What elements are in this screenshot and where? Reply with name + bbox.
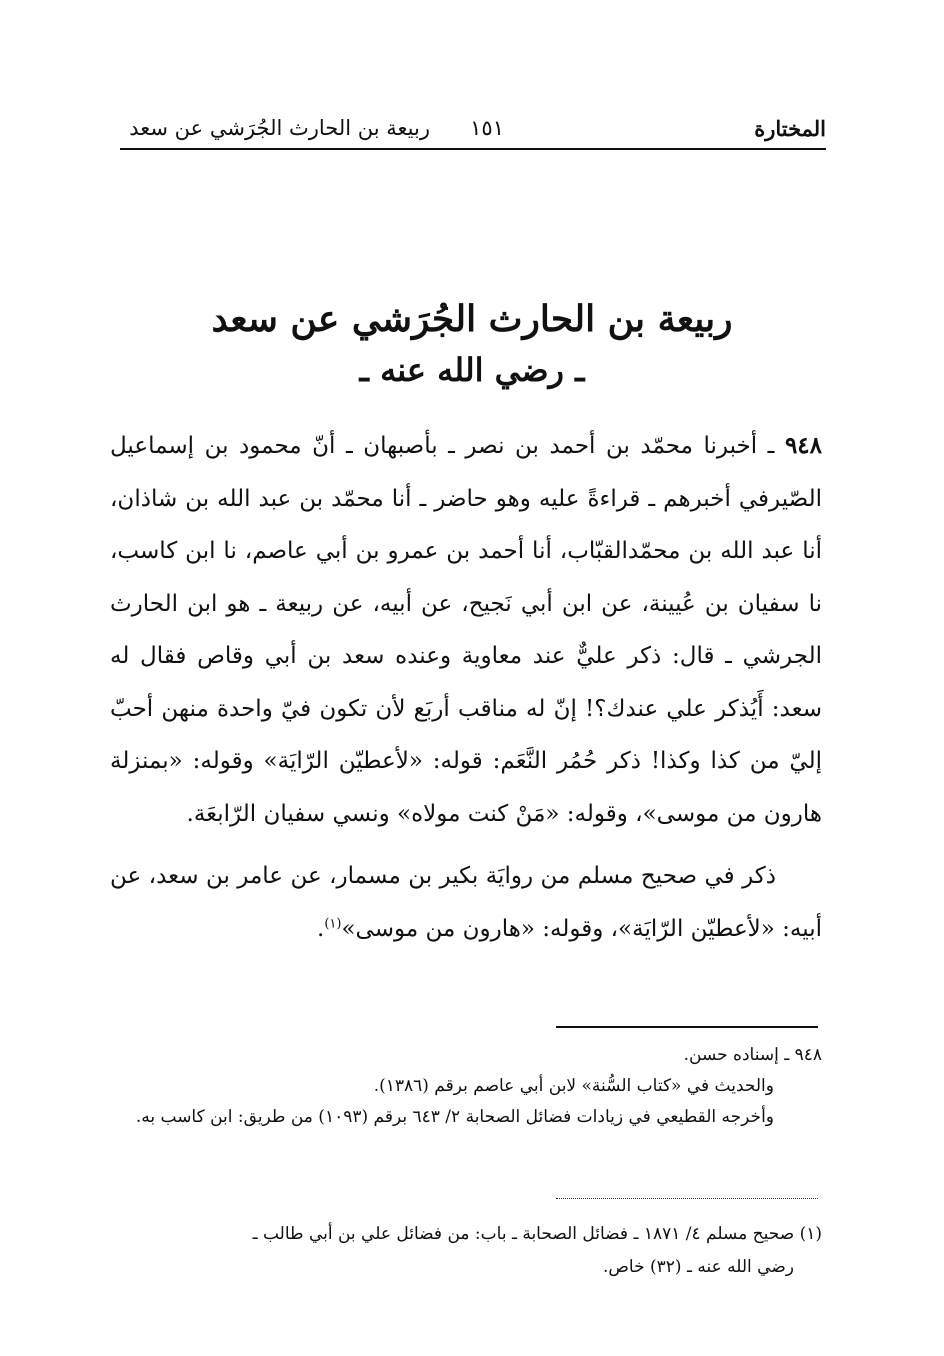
note-line: والحديث في «كتاب السُّنة» لابن أبي عاصم برقم (١٣٨٦).: [373, 1076, 774, 1096]
footnote-separator: [556, 1026, 818, 1028]
commentary-text: ذكر في صحيح مسلم من روايَة بكير بن مسمار، عن عامر بن سعد، عن أبيه: «لأعطيّن الرّايَة»، وقوله: «هارون من موسى»: [110, 863, 822, 942]
section-heading-line2: ـ رضي الله عنه ـ: [359, 351, 585, 389]
header-rule: [120, 148, 826, 150]
footnote-text: (١) صحيح مسلم ٤/ ١٨٧١ ـ فضائل الصحابة ـ باب: من فضائل علي بن أبي طالب ـ: [252, 1224, 822, 1244]
hadith-paragraph: [110, 420, 822, 840]
section-heading: [110, 292, 834, 394]
book-title: المختارة: [754, 116, 826, 141]
footnote-dotted-separator: [556, 1198, 818, 1199]
hadith-text: ـ أخبرنا محمّد بن أحمد بن نصر ـ بأصبهان ـ أنّ محمود بن إسماعيل الصّيرفي أخبرهم ـ قراءةً عليه وهو حاضر ـ أنا محمّد بن عبد الله بن شاذان، أنا عبد الله بن محمّدالقبّاب، أنا أحمد بن عمرو بن أبي عاصم، نا ابن كاسب، نا سفيان بن عُيينة، عن ابن أبي نَجيح، عن أبيه، عن ربيعة ـ هو ابن الحارث الجرشي ـ قال: ذكر عليٌّ عند معاوية وعنده سعد بن أبي وقاص فقال له سعد: أَيُذكر علي عندك؟! إنّ له مناقب أربَع لأن تكون فيّ واحدة منهن أحبّ إليّ من كذا وكذا! ذكر حُمُر النَّعَم: قوله: «لأعطيّن الرّايَة» وقوله: «بمنزلة هارون من موسى»، وقوله: «مَنْ كنت مولاه» ونسي سفيان الرّابعَة.: [110, 433, 823, 827]
hadith-number: ٩٤٨: [784, 432, 823, 459]
takhrij-notes: [104, 1040, 822, 1133]
note-line: ٩٤٨ ـ إسناده حسن.: [683, 1045, 822, 1065]
section-heading-line1: ربيعة بن الحارث الجُرَشي عن سعد: [211, 298, 733, 340]
note-line: وأخرجه القطيعي في زيادات فضائل الصحابة ٢/ ٦٤٣ برقم (١٠٩٣) من طريق: ابن كاسب به.: [135, 1107, 774, 1127]
footnote-reference[interactable]: (١): [324, 915, 342, 931]
page-number: ١٥١: [470, 116, 504, 140]
footnote: [110, 1218, 822, 1284]
footnote-continuation: رضي الله عنه ـ (٣٢) خاص.: [602, 1257, 794, 1277]
running-header: [120, 112, 826, 146]
section-running-title: ربيعة بن الحارث الجُرَشي عن سعد: [129, 116, 430, 140]
main-text: [110, 420, 822, 955]
commentary-paragraph: ذكر في صحيح مسلم من روايَة بكير بن مسمار، عن عامر بن سعد، عن أبيه: «لأعطيّن الرّايَة»، وقوله: «هارون من موسى»$^{(١)}$.: [110, 863, 822, 942]
